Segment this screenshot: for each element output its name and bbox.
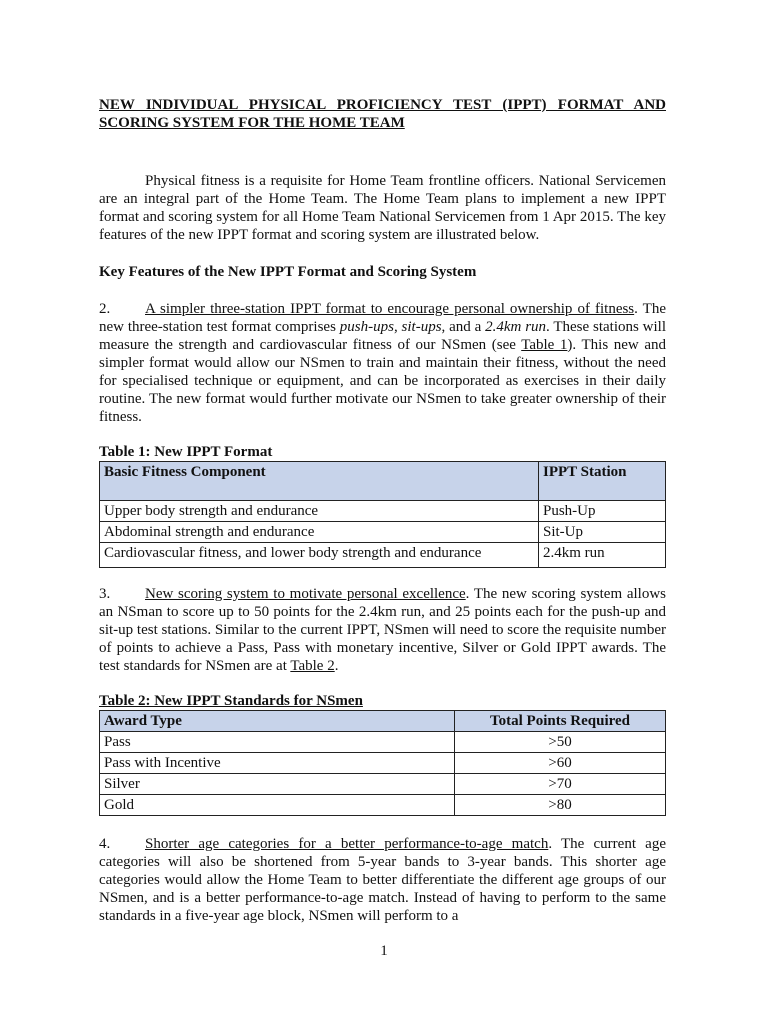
table-row bbox=[100, 501, 666, 522]
table-row bbox=[100, 774, 666, 795]
table-row bbox=[100, 732, 666, 753]
table-cell: Sit-Up bbox=[539, 522, 666, 543]
paragraph-number: 4. bbox=[99, 836, 111, 852]
table2-caption: Table 2: New IPPT Standards for NSmen bbox=[99, 693, 363, 709]
table-cell: Pass bbox=[100, 732, 455, 753]
paragraph-lead: Shorter age categories for a better performance-to-age match bbox=[145, 836, 549, 852]
table-cell: Pass with Incentive bbox=[100, 753, 455, 774]
document-page bbox=[99, 96, 666, 925]
table-header: Award Type bbox=[100, 711, 455, 732]
paragraph-number: 2. bbox=[99, 301, 111, 317]
table-cell: 2.4km run bbox=[539, 543, 666, 568]
table2-reference-link[interactable]: Table 2 bbox=[290, 658, 335, 674]
table-ippt-format bbox=[99, 461, 666, 568]
table-cell: >80 bbox=[455, 795, 666, 816]
table-ippt-standards bbox=[99, 710, 666, 816]
paragraph-4: 4. Shorter age categories for a better performance-to-age match. The current age categories will also be shortened from 5-year bands to 3-year bands. This shorter age categories would allow the Home Team to better differentiate the different age groups of our NSmen, and is a better performance-to-age match. Instead of having to perform to the same standards in a five-year age block, NSmen will perform to a bbox=[99, 836, 666, 924]
table-cell: >50 bbox=[455, 732, 666, 753]
table-cell: >70 bbox=[455, 774, 666, 795]
paragraph-3: 3. New scoring system to motivate personal excellence. The new scoring system allows an NSman to score up to 50 points for the 2.4km run, and 25 points each for the push-up and sit-up test stations. Similar to the current IPPT, NSmen will need to score the requisite number of points to achieve a Pass, Pass with monetary incentive, Silver or Gold IPPT awards. The test standards for NSmen are at Table 2. bbox=[99, 586, 667, 674]
section-heading: Key Features of the New IPPT Format and Scoring System bbox=[99, 264, 477, 280]
page-number: 1 bbox=[380, 943, 388, 959]
table-cell: Upper body strength and endurance bbox=[100, 501, 539, 522]
document-title: NEW INDIVIDUAL PHYSICAL PROFICIENCY TEST (IPPT) FORMAT AND SCORING SYSTEM FOR THE HOME TEAM bbox=[99, 97, 666, 131]
intro-paragraph: Physical fitness is a requisite for Home Team frontline officers. National Servicemen are an integral part of the Home Team. The Home Team plans to implement a new IPPT format and scoring system for all Home Team National Servicemen from 1 Apr 2015. The key features of the new IPPT format and scoring system are illustrated below. bbox=[99, 173, 666, 243]
paragraph-number: 3. bbox=[99, 586, 111, 602]
table-row bbox=[100, 795, 666, 816]
table-header: IPPT Station bbox=[539, 462, 666, 501]
table-header: Total Points Required bbox=[455, 711, 666, 732]
table-row bbox=[100, 543, 666, 568]
table-cell: Gold bbox=[100, 795, 455, 816]
table-cell: Abdominal strength and endurance bbox=[100, 522, 539, 543]
paragraph-lead: New scoring system to motivate personal excellence bbox=[145, 586, 466, 602]
table-cell: >60 bbox=[455, 753, 666, 774]
table-row bbox=[100, 522, 666, 543]
table1-caption: Table 1: New IPPT Format bbox=[99, 444, 273, 460]
table-cell: Silver bbox=[100, 774, 455, 795]
paragraph-lead: A simpler three-station IPPT format to encourage personal ownership of fitness bbox=[145, 301, 635, 317]
table-header: Basic Fitness Component bbox=[100, 462, 539, 501]
table-cell: Cardiovascular fitness, and lower body strength and endurance bbox=[100, 543, 539, 568]
table1-reference-link[interactable]: Table 1 bbox=[521, 337, 568, 353]
table-cell: Push-Up bbox=[539, 501, 666, 522]
table-row bbox=[100, 753, 666, 774]
paragraph-2: 2. A simpler three-station IPPT format to encourage personal ownership of fitness. The new three-station test format comprises push-ups, sit-ups, and a 2.4km run. These stations will measure the strength and cardiovascular fitness of our NSmen (see Table 1). This new and simpler format would allow our NSmen to train and maintain their fitness, without the need for specialised technique or equipment, and can be incorporated as exercises in their daily routine. The new format would further motivate our NSmen to take greater ownership of their fitness. bbox=[99, 301, 667, 425]
